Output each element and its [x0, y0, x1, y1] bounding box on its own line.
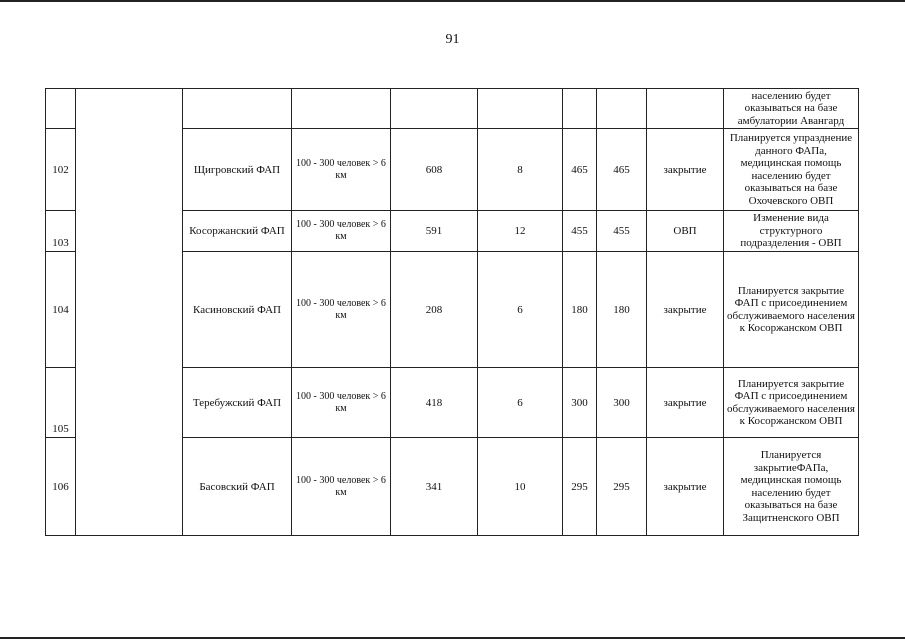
value-cell: 180 [597, 252, 647, 368]
value-cell: 465 [563, 129, 597, 211]
value-cell: 455 [563, 211, 597, 252]
value-cell: 455 [597, 211, 647, 252]
district-cell [76, 89, 183, 536]
population-cell: 418 [391, 368, 478, 438]
table-cell [563, 89, 597, 129]
table-cell [183, 89, 292, 129]
population-cell: 608 [391, 129, 478, 211]
value-cell: 295 [597, 438, 647, 536]
table-cell [647, 89, 724, 129]
note-cell: Планируется закрытие ФАП с присоединением обслуживаемого населения к Косоржанском ОВП [724, 368, 859, 438]
action-cell: ОВП [647, 211, 724, 252]
fap-name: Теребужский ФАП [183, 368, 292, 438]
staff-cell: 8 [478, 129, 563, 211]
value-cell: 300 [597, 368, 647, 438]
staff-cell: 6 [478, 252, 563, 368]
staff-cell: 12 [478, 211, 563, 252]
row-number: 106 [46, 438, 76, 536]
value-cell: 300 [563, 368, 597, 438]
table-cell [597, 89, 647, 129]
value-cell: 465 [597, 129, 647, 211]
row-number: 104 [46, 252, 76, 368]
population-cell: 208 [391, 252, 478, 368]
population-cell: 591 [391, 211, 478, 252]
action-cell: закрытие [647, 368, 724, 438]
note-cell: Планируется упразднение данного ФАПа, медицинская помощь населению будет оказываться на базе Охочевского ОВП [724, 129, 859, 211]
table-cell [292, 89, 391, 129]
condition-cell: 100 - 300 человек > 6 км [292, 438, 391, 536]
condition-cell: 100 - 300 человек > 6 км [292, 129, 391, 211]
fap-name: Косоржанский ФАП [183, 211, 292, 252]
condition-cell: 100 - 300 человек > 6 км [292, 211, 391, 252]
page-number: 91 [445, 32, 460, 47]
action-cell: закрытие [647, 438, 724, 536]
table-cell [46, 89, 76, 129]
note-cell: Планируется закрытиеФАПа, медицинская помощь населению будет оказываться на базе Защитненского ОВП [724, 438, 859, 536]
table-row [46, 89, 859, 129]
condition-cell: 100 - 300 человек > 6 км [292, 252, 391, 368]
fap-name: Щигровский ФАП [183, 129, 292, 211]
continuation-note: населению будет оказываться на базе амбулатории Авангард [724, 89, 859, 129]
row-number: 103 [46, 211, 76, 252]
action-cell: закрытие [647, 252, 724, 368]
fap-name: Касиновский ФАП [183, 252, 292, 368]
page-top-border [0, 0, 905, 2]
value-cell: 180 [563, 252, 597, 368]
note-cell: Изменение вида структурного подразделения - ОВП [724, 211, 859, 252]
row-number: 105 [46, 368, 76, 438]
population-cell: 341 [391, 438, 478, 536]
row-number: 102 [46, 129, 76, 211]
staff-cell: 6 [478, 368, 563, 438]
condition-cell: 100 - 300 человек > 6 км [292, 368, 391, 438]
table-cell [391, 89, 478, 129]
fap-table [45, 88, 859, 536]
table-cell [478, 89, 563, 129]
fap-name: Басовский ФАП [183, 438, 292, 536]
page-bottom-border [0, 637, 905, 639]
value-cell: 295 [563, 438, 597, 536]
staff-cell: 10 [478, 438, 563, 536]
note-cell: Планируется закрытие ФАП с присоединением обслуживаемого населения к Косоржанском ОВП [724, 252, 859, 368]
action-cell: закрытие [647, 129, 724, 211]
